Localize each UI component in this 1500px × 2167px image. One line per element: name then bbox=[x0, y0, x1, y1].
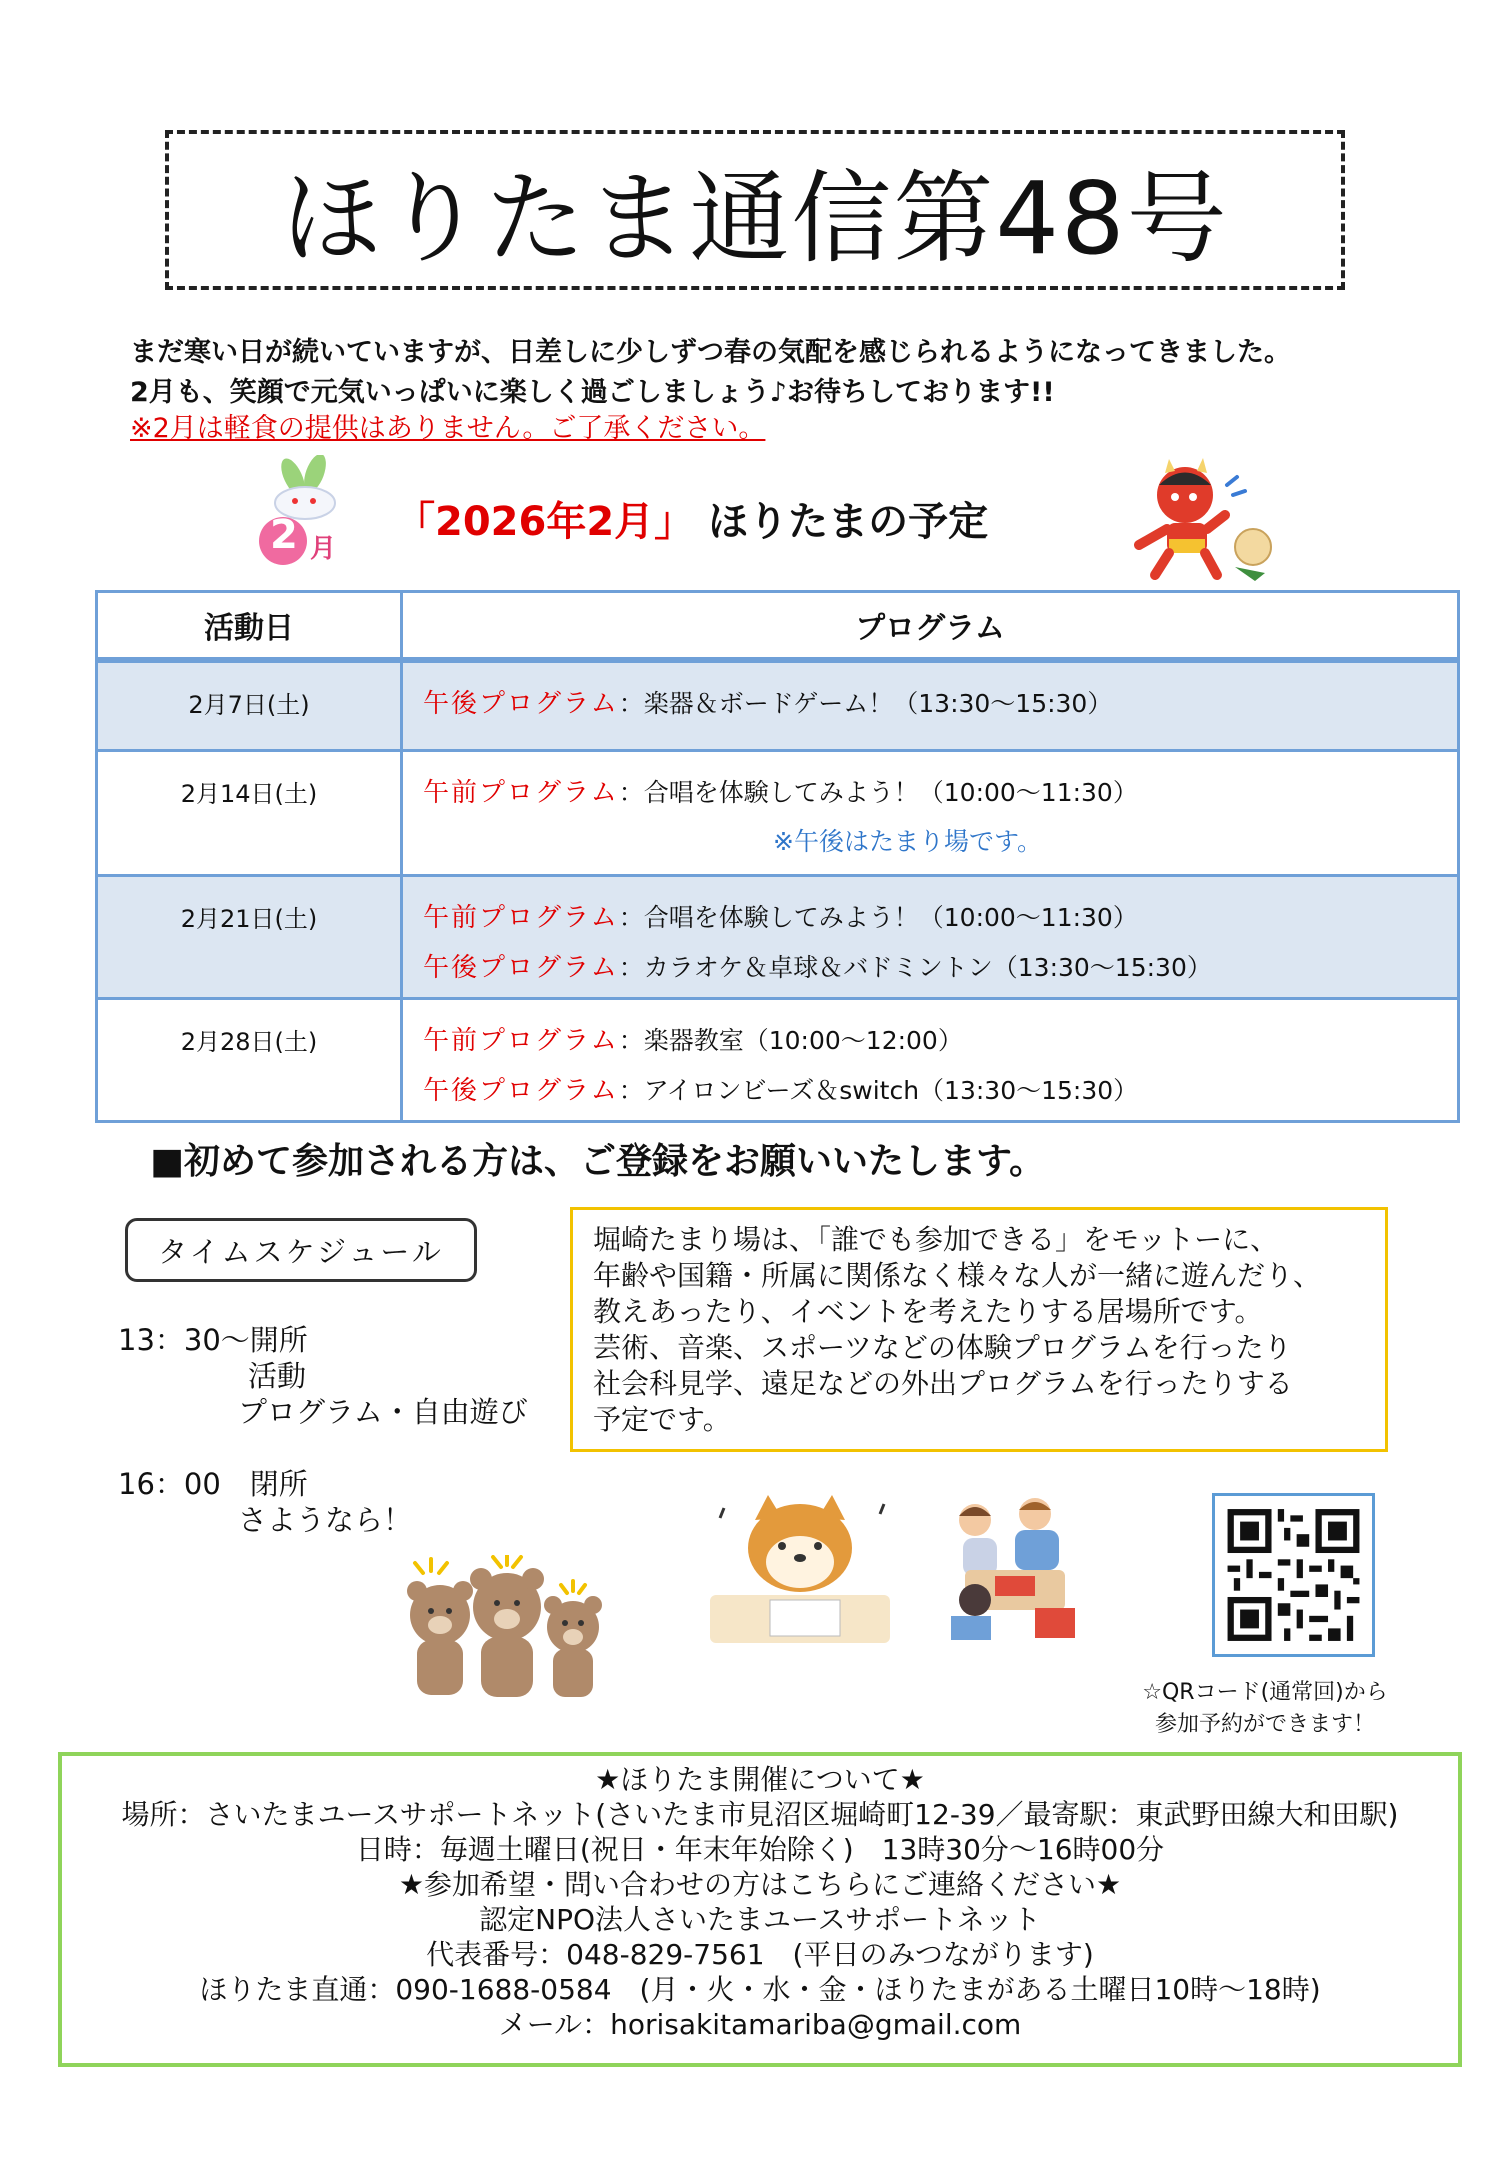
program-entry bbox=[423, 1070, 1457, 1120]
shiba-dog-illustration bbox=[700, 1490, 900, 1650]
program-entry bbox=[423, 683, 1457, 733]
intro-line-2: 2月も、笑顔で元気いっぱいに楽しく過ごしましょう♪お待ちしております!! bbox=[130, 377, 1055, 408]
activity-detail: プログラム・自由遊び bbox=[238, 1395, 528, 1429]
info-email: メール：horisakitamariba@gmail.com bbox=[498, 2008, 1022, 2041]
activity-label: 活動 bbox=[248, 1359, 307, 1393]
goodbye-text: さようなら！ bbox=[238, 1503, 413, 1537]
description-line: 教えあったり、イベントを考えたりする居場所です。 bbox=[593, 1295, 1263, 1328]
qr-code-frame[interactable] bbox=[1212, 1493, 1375, 1657]
row-programs bbox=[402, 660, 1459, 750]
intro-line-1: まだ寒い日が続いていますが、日差しに少しずつ春の気配を感じられるようになってきました。 bbox=[130, 337, 1291, 368]
program-label: 午前プログラム bbox=[423, 777, 619, 808]
program-text: ：合唱を体験してみよう！（10:00～11:30） bbox=[618, 902, 1138, 932]
schedule-heading bbox=[395, 490, 988, 547]
month-badge-number: 2 bbox=[270, 512, 298, 558]
qr-caption-line-2: 参加予約ができます！ bbox=[1154, 1712, 1375, 1737]
schedule-period: 「2026年2月」 bbox=[395, 499, 695, 545]
afternoon-note: ※午後はたまり場です。 bbox=[773, 826, 1042, 856]
program-label: 午後プログラム bbox=[423, 1075, 619, 1106]
row-programs bbox=[402, 998, 1459, 1121]
table-row bbox=[97, 875, 1459, 998]
bears-illustration bbox=[385, 1555, 625, 1705]
header-date: 活動日 bbox=[97, 592, 402, 661]
row-date: 2月14日(土) bbox=[97, 750, 402, 875]
row-programs bbox=[402, 875, 1459, 998]
program-label: 午後プログラム bbox=[423, 689, 619, 719]
info-contact-heading: ★参加希望・問い合わせの方はこちらにご連絡ください★ bbox=[398, 1868, 1122, 1901]
open-time: 13：30～開所 bbox=[118, 1323, 308, 1357]
info-heading: ★ほりたま開催について★ bbox=[595, 1763, 925, 1796]
program-label: 午後プログラム bbox=[423, 952, 619, 983]
qr-code[interactable] bbox=[1215, 1496, 1372, 1654]
page-title: ほりたま通信第48号 bbox=[281, 160, 1229, 277]
description-line: 予定です。 bbox=[593, 1403, 731, 1436]
schedule-table bbox=[95, 590, 1460, 1123]
program-entry bbox=[423, 772, 1457, 822]
program-text: ：楽器教室（10:00～12:00） bbox=[618, 1025, 963, 1055]
row-date: 2月28日(土) bbox=[97, 998, 402, 1121]
qr-caption-line-1: ☆QRコード(通常回)から bbox=[1142, 1680, 1388, 1705]
kids-playing-illustration bbox=[945, 1490, 1085, 1650]
registration-notice: ■初めて参加される方は、ご登録をお願いいたします。 bbox=[150, 1141, 1046, 1182]
schedule-heading-text: ほりたまの予定 bbox=[694, 499, 989, 545]
red-oni-icon bbox=[1125, 455, 1280, 585]
row-date: 2月21日(土) bbox=[97, 875, 402, 998]
table-row bbox=[97, 750, 1459, 875]
info-organization: 認定NPO法人さいたまユースサポートネット bbox=[479, 1903, 1041, 1936]
row-programs bbox=[402, 750, 1459, 875]
program-text: ：アイロンビーズ＆switch（13:30～15:30） bbox=[618, 1075, 1139, 1105]
program-text: ：楽器＆ボードゲーム！（13:30～15:30） bbox=[618, 689, 1113, 718]
header-program: プログラム bbox=[402, 592, 1459, 661]
info-direct-phone: ほりたま直通：090-1688-0584 (月・火・水・金・ほりたまがある土曜日10時～18時) bbox=[199, 1973, 1321, 2006]
description-line: 社会科見学、遠足などの外出プログラムを行ったりする bbox=[593, 1367, 1293, 1400]
qr-caption bbox=[1120, 1677, 1410, 1741]
table-row bbox=[97, 998, 1459, 1121]
table-header-row bbox=[97, 592, 1459, 661]
month-badge-unit: 月 bbox=[310, 534, 337, 564]
table-row bbox=[97, 660, 1459, 750]
meal-notice: ※2月は軽食の提供はありません。ご了承ください。 bbox=[130, 413, 766, 444]
program-text: ：合唱を体験してみよう！（10:00～11:30） bbox=[618, 777, 1138, 807]
description-line: 堀崎たまり場は、「誰でも参加できる」をモットーに、 bbox=[593, 1223, 1279, 1256]
program-text: ：カラオケ＆卓球＆バドミントン（13:30～15:30） bbox=[618, 952, 1212, 982]
program-entry bbox=[423, 1020, 1457, 1070]
info-box bbox=[58, 1752, 1462, 2067]
description-box bbox=[570, 1207, 1388, 1452]
description-line: 芸術、音楽、スポーツなどの体験プログラムを行ったり bbox=[593, 1331, 1292, 1364]
title-frame bbox=[165, 130, 1345, 290]
program-label: 午前プログラム bbox=[423, 1025, 619, 1056]
info-datetime: 日時：毎週土曜日(祝日・年末年始除く) 13時30分～16時00分 bbox=[355, 1833, 1165, 1866]
program-label: 午前プログラム bbox=[423, 902, 619, 933]
time-schedule-title: タイムスケジュール bbox=[125, 1218, 477, 1282]
info-main-phone: 代表番号：048-829-7561 (平日のみつながります) bbox=[426, 1938, 1094, 1971]
info-place: 場所：さいたまユースサポートネット(さいたま市見沼区堀崎町12-39／最寄駅：東武野田線大和田駅) bbox=[121, 1798, 1399, 1831]
program-entry bbox=[423, 897, 1457, 947]
program-entry bbox=[423, 947, 1457, 997]
close-time: 16：00 閉所 bbox=[118, 1467, 308, 1501]
row-date: 2月7日(土) bbox=[97, 660, 402, 750]
description-line: 年齢や国籍・所属に関係なく様々な人が一緒に遊んだり、 bbox=[593, 1259, 1322, 1292]
